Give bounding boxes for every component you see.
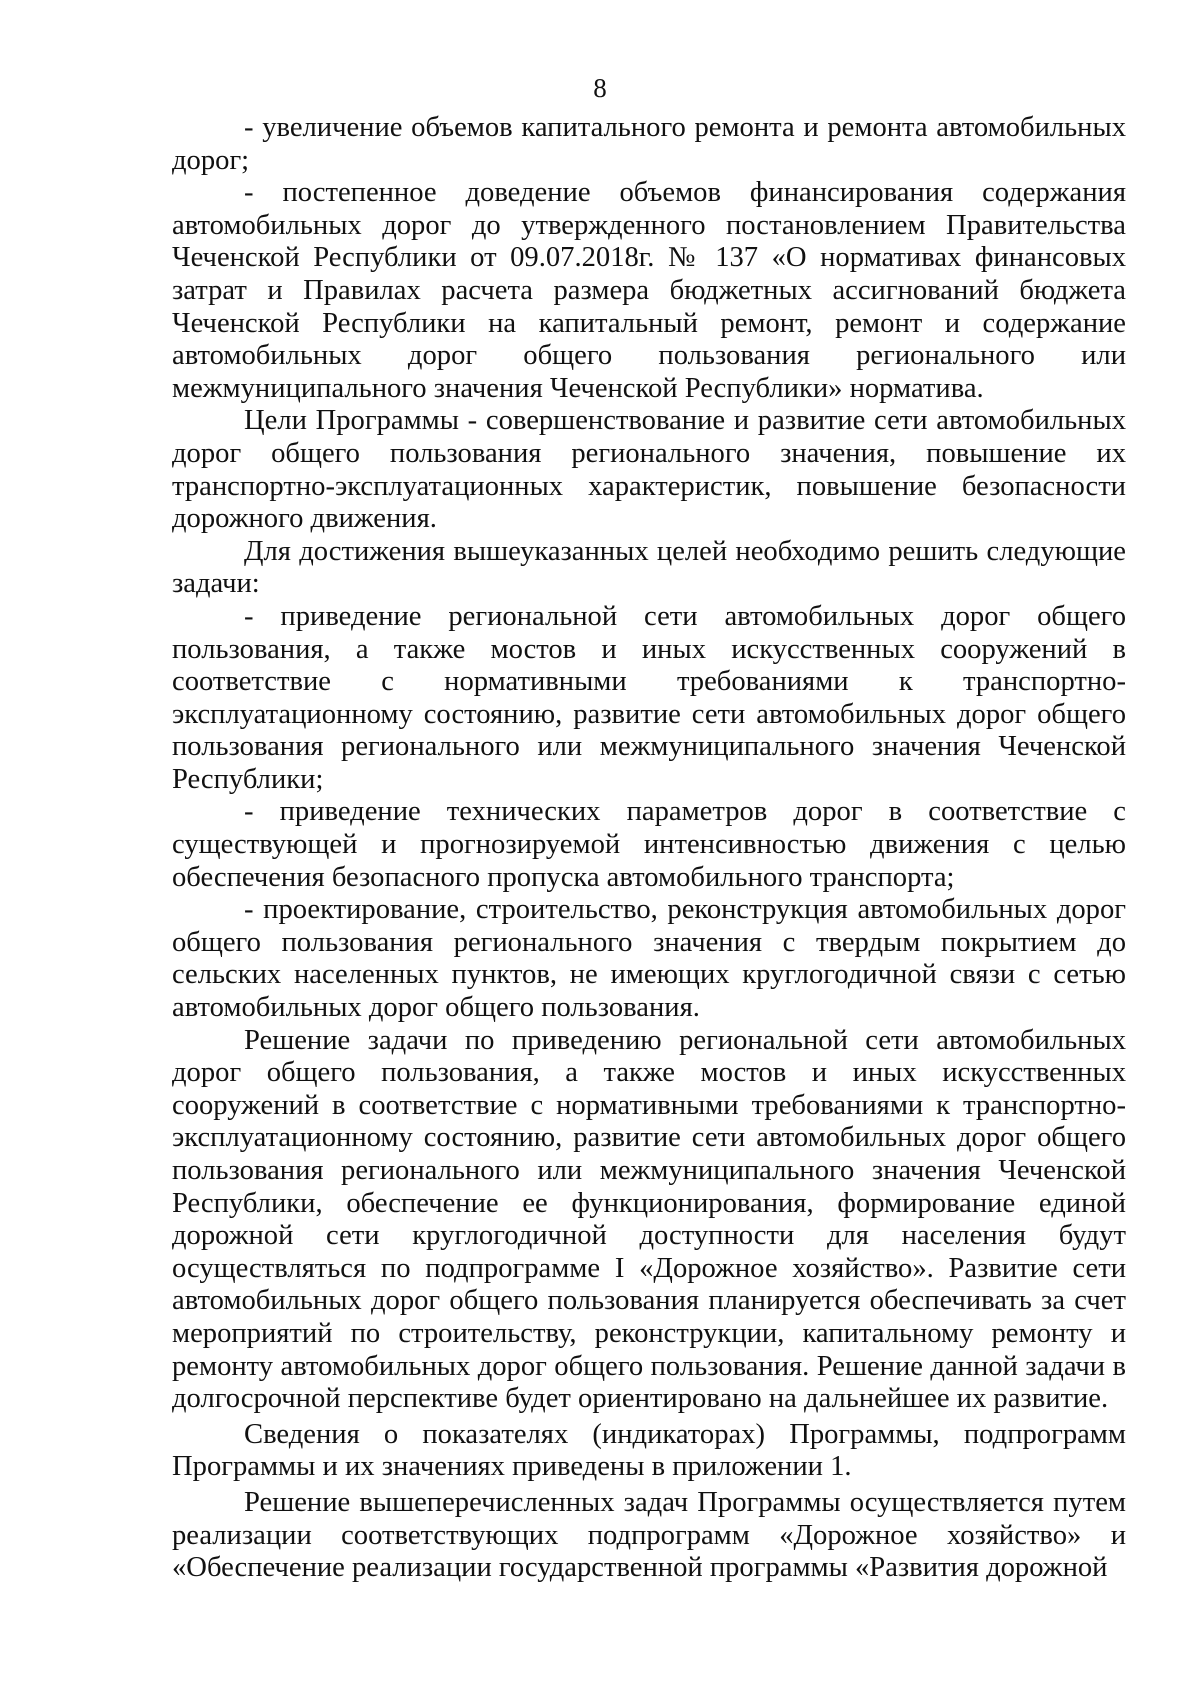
page-number: 8 [593,73,607,103]
paragraph-task-solution: Решение задачи по приведению региональной сети автомобильных дорог общего пользования, а также мостов и иных искусственных сооружений в соответствие с нормативными требованиями к транспортно-эксплуатационному состоянию, развитие сети автомобильных дорог общего пользования регионального или межмуниципального значения Чеченской Республики, обеспечение ее функционирования, формирование единой дорожной сети круглогодичной доступности для населения будут осуществляться по подпрограмме I «Дорожное хозяйство». Развитие сети автомобильных дорог общего пользования планируется обеспечивать за счет мероприятий по строительству, реконструкции, капитальному ремонту и ремонту автомобильных дорог общего пользования. Решение данной задачи в долгосрочной перспективе будет ориентировано на дальнейшее их развитие. [172,1024,1126,1415]
paragraph-task-parameters: - приведение технических параметров дорог в соответствие с существующей и прогнозируемой интенсивностью движения с целью обеспечения безопасного пропуска автомобильного транспорта; [172,796,1126,893]
paragraph-list-item-financing: - постепенное доведение объемов финансирования содержания автомобильных дорог до утвержденного постановлением Правительства Чеченской Республики от 09.07.2018г. № 137 «О нормативах финансовых затрат и Правилах расчета размера бюджетных ассигнований бюджета Чеченской Республики на капитальный ремонт, ремонт и содержание автомобильных дорог общего пользования регионального или межмуниципального значения Чеченской Республики» норматива. [172,177,1126,404]
paragraph-tasks-intro: Для достижения вышеуказанных целей необходимо решить следующие задачи: [172,535,1126,600]
document-body [172,112,1126,1585]
paragraph-list-item-increase-repair: - увеличение объемов капитального ремонта и ремонта автомобильных дорог; [172,112,1126,176]
paragraph-task-network: - приведение региональной сети автомобильных дорог общего пользования, а также мостов и иных искусственных сооружений в соответствие с нормативными требованиями к транспортно-эксплуатационному состоянию, развитие сети автомобильных дорог общего пользования регионального или межмуниципального значения Чеченской Республики; [172,600,1126,795]
paragraph-program-goals: Цели Программы - совершенствование и развитие сети автомобильных дорог общего пользования регионального значения, повышение их транспортно-эксплуатационных характеристик, повышение безопасности дорожного движения. [172,405,1126,535]
paragraph-indicators: Сведения о показателях (индикаторах) Программы, подпрограмм Программы и их значениях приведены в приложении 1. [172,1418,1126,1483]
paragraph-implementation: Решение вышеперечисленных задач Программы осуществляется путем реализации соответствующих подпрограмм «Дорожное хозяйство» и «Обеспечение реализации государственной программы «Развития дорожной [172,1486,1126,1584]
paragraph-task-construction: - проектирование, строительство, реконструкция автомобильных дорог общего пользования регионального значения с твердым покрытием до сельских населенных пунктов, не имеющих круглогодичной связи с сетью автомобильных дорог общего пользования. [172,894,1126,1024]
